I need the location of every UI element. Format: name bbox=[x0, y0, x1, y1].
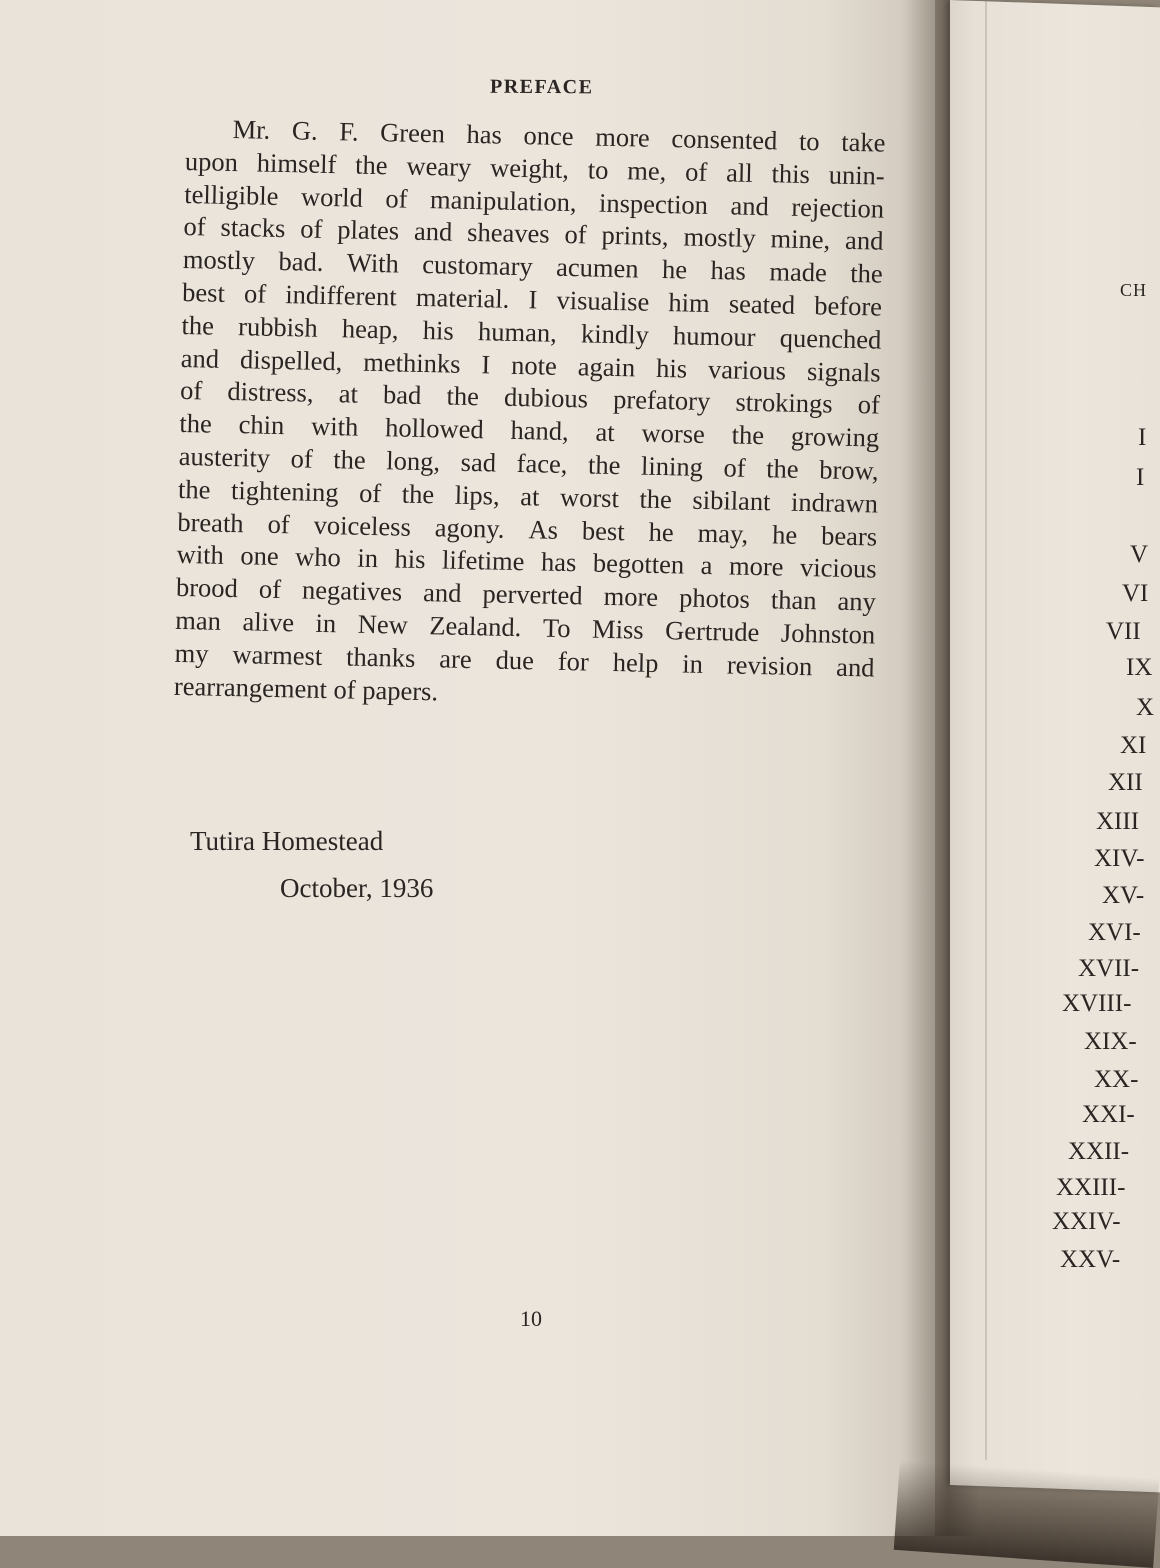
word: worse bbox=[641, 417, 706, 450]
chapter-numeral: XIX- bbox=[1084, 1028, 1137, 1055]
chapter-numeral: V bbox=[1130, 541, 1149, 568]
word: of bbox=[267, 508, 291, 539]
word: has bbox=[466, 118, 503, 150]
word: may, bbox=[697, 517, 749, 549]
chapter-numeral: XX- bbox=[1094, 1066, 1139, 1093]
signoff-place: Tutira Homestead bbox=[190, 826, 384, 856]
word: with bbox=[176, 539, 225, 571]
word: the bbox=[179, 408, 213, 439]
word: stacks bbox=[220, 212, 286, 244]
word: and bbox=[413, 216, 453, 247]
word: heap, bbox=[341, 313, 399, 345]
word: face, bbox=[516, 447, 568, 480]
word: world bbox=[300, 181, 364, 213]
word: indifferent bbox=[285, 279, 398, 312]
word: help bbox=[612, 646, 659, 678]
word: Gertrude bbox=[664, 615, 760, 648]
chapter-numeral: XVIII- bbox=[1062, 990, 1132, 1017]
chapter-numeral: XXIV- bbox=[1052, 1208, 1121, 1235]
word: With bbox=[346, 247, 400, 279]
word: dispelled, bbox=[239, 343, 343, 376]
word: austerity bbox=[178, 440, 271, 473]
word: the bbox=[181, 309, 215, 341]
word: of bbox=[290, 443, 314, 474]
bottom-shadow bbox=[894, 1460, 1160, 1568]
word: rejection bbox=[791, 191, 885, 224]
word: various bbox=[707, 353, 787, 386]
contents-heading: CH bbox=[1120, 280, 1148, 300]
chapter-numeral: VI bbox=[1122, 580, 1149, 607]
word: hollowed bbox=[384, 412, 485, 445]
chapter-numeral: XXII- bbox=[1068, 1138, 1130, 1165]
word: seated bbox=[728, 288, 796, 320]
word: the bbox=[177, 473, 211, 505]
chapter-numeral: XXIII- bbox=[1056, 1174, 1126, 1201]
word: weary bbox=[406, 150, 472, 182]
chapter-numeral: XII bbox=[1108, 769, 1143, 796]
word: warmest bbox=[232, 638, 323, 671]
word: this bbox=[771, 158, 811, 189]
chapter-numeral: XVII- bbox=[1078, 955, 1140, 982]
word: voiceless bbox=[313, 509, 412, 542]
word: I bbox=[481, 348, 491, 380]
preface-paragraph bbox=[174, 112, 886, 717]
word: of bbox=[358, 477, 382, 508]
word: one bbox=[240, 540, 279, 572]
word: more bbox=[728, 550, 784, 582]
word: him bbox=[668, 287, 711, 318]
word: of bbox=[385, 182, 408, 214]
word: his bbox=[655, 352, 688, 384]
word: kindly bbox=[580, 318, 650, 350]
word: the bbox=[446, 380, 480, 412]
chapter-numeral: VII bbox=[1106, 618, 1141, 645]
word: telligible bbox=[183, 178, 279, 211]
word: vicious bbox=[799, 552, 877, 584]
word: of bbox=[183, 211, 206, 242]
word: me, bbox=[627, 155, 667, 186]
word: brood bbox=[175, 572, 239, 604]
word: F. bbox=[338, 116, 359, 147]
word: at bbox=[519, 480, 540, 512]
word: visualise bbox=[556, 284, 650, 317]
word: the bbox=[333, 444, 367, 475]
word: brow, bbox=[818, 454, 879, 486]
word: my bbox=[174, 637, 209, 669]
word: the bbox=[849, 258, 883, 289]
word: unin- bbox=[828, 159, 886, 191]
word: rubbish bbox=[237, 310, 318, 343]
word: Zealand. bbox=[429, 610, 522, 643]
word: to bbox=[587, 154, 609, 185]
word: distress, bbox=[227, 376, 314, 409]
word: growing bbox=[790, 420, 880, 453]
word: of bbox=[179, 375, 203, 406]
word: acumen bbox=[555, 251, 639, 284]
word: mine, bbox=[770, 223, 831, 255]
word: agony. bbox=[434, 511, 505, 544]
word: of bbox=[258, 573, 282, 605]
word: all bbox=[725, 157, 753, 188]
word: himself bbox=[256, 147, 337, 179]
word: has bbox=[710, 255, 747, 286]
word: G. bbox=[291, 115, 318, 146]
word: tightening bbox=[230, 474, 339, 508]
word: Miss bbox=[591, 613, 644, 645]
word: bad bbox=[382, 379, 422, 411]
word: To bbox=[542, 612, 571, 644]
word: in bbox=[315, 607, 337, 639]
word: more bbox=[594, 121, 651, 153]
word: at bbox=[338, 378, 359, 410]
word: sad bbox=[460, 446, 497, 478]
word: man bbox=[175, 604, 222, 636]
word: Mr. bbox=[232, 113, 271, 145]
word: and bbox=[844, 225, 884, 257]
chapter-numeral: XVI- bbox=[1088, 919, 1141, 946]
word: worst bbox=[559, 481, 620, 513]
word: note bbox=[510, 349, 558, 381]
word: hand, bbox=[510, 415, 570, 447]
word: of bbox=[243, 278, 267, 309]
word: take bbox=[840, 126, 886, 158]
word: his bbox=[422, 314, 455, 346]
word: again bbox=[577, 350, 636, 383]
word: than bbox=[770, 584, 817, 616]
word: Green bbox=[379, 117, 446, 149]
page-number: 10 bbox=[520, 1306, 542, 1331]
word: strokings bbox=[735, 386, 833, 419]
word: and bbox=[422, 577, 462, 609]
signoff-date: October, 1936 bbox=[280, 873, 434, 903]
chapter-numeral: XXV- bbox=[1060, 1246, 1121, 1273]
word: quenched bbox=[779, 322, 882, 355]
chapter-numeral: XXI- bbox=[1082, 1101, 1135, 1128]
word: breath bbox=[177, 506, 244, 538]
word: the bbox=[765, 453, 799, 484]
word: and bbox=[180, 342, 220, 374]
word: best bbox=[581, 514, 625, 546]
word: are bbox=[439, 643, 473, 674]
word: mostly bbox=[182, 244, 256, 276]
running-head: PREFACE bbox=[489, 75, 594, 99]
word: signals bbox=[806, 355, 881, 388]
word: revision bbox=[726, 649, 813, 681]
word: I bbox=[528, 284, 538, 315]
word: thanks bbox=[345, 641, 416, 673]
chapter-numeral: XI bbox=[1120, 732, 1147, 759]
word: lining bbox=[640, 450, 704, 482]
word: of bbox=[684, 156, 708, 187]
word: the bbox=[354, 149, 388, 181]
word: he bbox=[648, 516, 674, 547]
word: sheaves bbox=[466, 217, 550, 250]
word: bears bbox=[820, 519, 878, 552]
word: a bbox=[700, 550, 713, 581]
word: the bbox=[639, 483, 673, 515]
word: alive bbox=[242, 606, 295, 638]
chapter-numeral: XIII bbox=[1096, 808, 1140, 835]
word: Johnston bbox=[780, 617, 876, 650]
paragraph-line: rearrangement of papers. bbox=[173, 670, 439, 706]
word: the bbox=[731, 419, 765, 451]
word: with bbox=[310, 410, 359, 442]
word: New bbox=[357, 608, 409, 640]
word: bad. bbox=[278, 246, 324, 278]
word: humour bbox=[672, 320, 756, 352]
chapter-numeral: X bbox=[1136, 694, 1155, 721]
word: more bbox=[603, 581, 659, 613]
word: dubious bbox=[503, 382, 589, 414]
word: any bbox=[837, 585, 877, 617]
word: who bbox=[294, 541, 342, 573]
word: the bbox=[401, 478, 435, 510]
word: due bbox=[495, 644, 535, 676]
word: before bbox=[813, 290, 883, 322]
word: As bbox=[528, 513, 559, 545]
word: human, bbox=[477, 315, 558, 348]
word: manipulation, bbox=[429, 183, 577, 217]
word: inspection bbox=[598, 187, 709, 220]
word: upon bbox=[184, 145, 239, 177]
word: he bbox=[771, 518, 798, 550]
chapter-numeral: I bbox=[1136, 464, 1145, 491]
chapter-numeral: I bbox=[1138, 424, 1147, 451]
chapter-numeral: IX bbox=[1126, 654, 1153, 681]
word: of bbox=[299, 213, 323, 245]
word: customary bbox=[422, 249, 534, 282]
word: and bbox=[730, 190, 770, 221]
word: chin bbox=[238, 409, 285, 441]
word: once bbox=[523, 120, 574, 152]
word: prints, bbox=[601, 220, 669, 252]
word: weight, bbox=[489, 152, 570, 184]
word: has bbox=[540, 546, 577, 578]
word: mostly bbox=[683, 221, 756, 254]
word: negatives bbox=[301, 574, 403, 607]
word: lips, bbox=[454, 479, 501, 511]
word: and bbox=[835, 651, 875, 683]
word: perverted bbox=[482, 578, 583, 611]
word: of bbox=[857, 389, 881, 420]
chapter-numeral: XV- bbox=[1102, 882, 1145, 909]
word: photos bbox=[678, 582, 751, 615]
word: long, bbox=[386, 445, 441, 477]
word: lifetime bbox=[441, 544, 525, 577]
word: the bbox=[587, 449, 621, 481]
word: of bbox=[723, 452, 746, 483]
word: prefatory bbox=[612, 384, 711, 417]
word: he bbox=[661, 254, 688, 285]
word: plates bbox=[336, 214, 400, 246]
word: best bbox=[181, 276, 226, 308]
word: sibilant bbox=[692, 484, 771, 517]
word: made bbox=[769, 256, 828, 288]
word: consented bbox=[671, 123, 778, 156]
word: in bbox=[682, 648, 704, 679]
word: for bbox=[557, 645, 590, 677]
word: indrawn bbox=[790, 486, 879, 519]
right-page-edge bbox=[985, 0, 987, 1460]
word: material. bbox=[415, 281, 510, 314]
word: methinks bbox=[363, 346, 461, 379]
word: of bbox=[564, 219, 587, 250]
word: in bbox=[357, 543, 379, 574]
word: begotten bbox=[592, 547, 685, 580]
word: his bbox=[394, 543, 426, 575]
word: at bbox=[595, 416, 616, 448]
chapter-numeral: XIV- bbox=[1094, 845, 1145, 872]
word: to bbox=[798, 125, 820, 157]
